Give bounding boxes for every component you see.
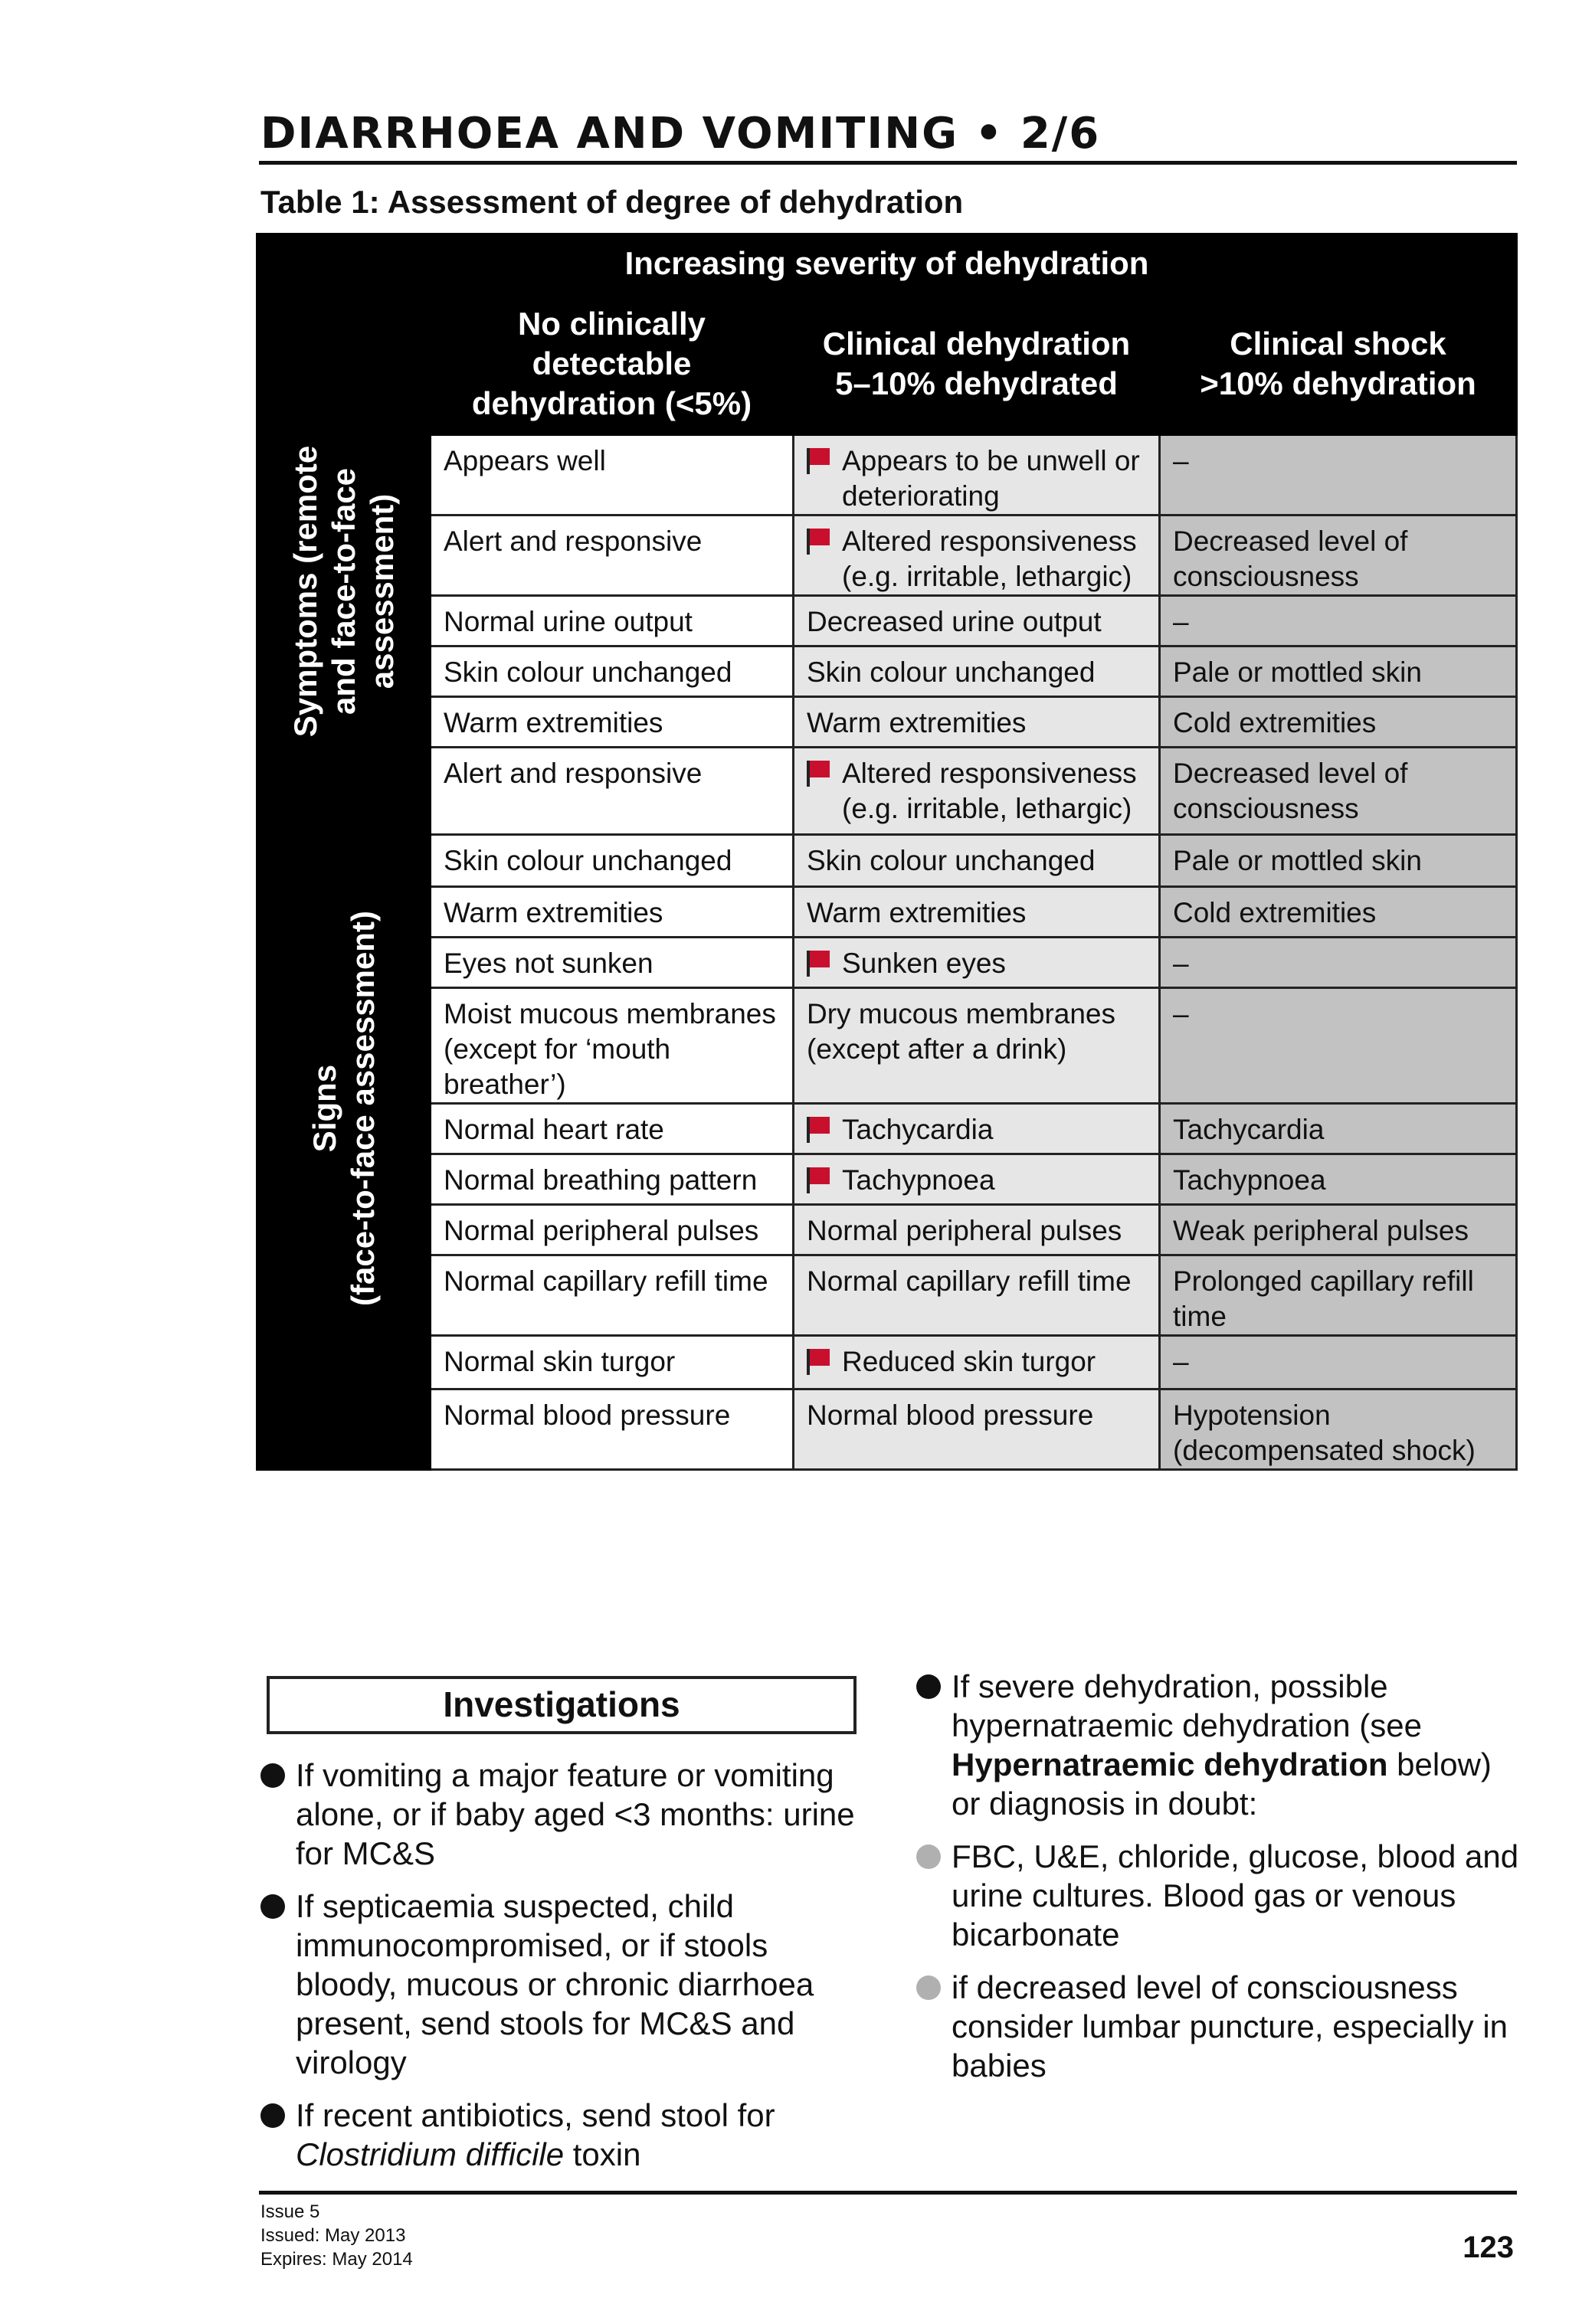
cell-text: Warm extremities (444, 897, 663, 928)
cell-text: Tachypnoea (842, 1164, 995, 1196)
cell-text: Normal capillary refill time (444, 1265, 768, 1297)
issued-date: Issued: May 2013 (260, 2225, 406, 2246)
cell-content (431, 748, 792, 791)
cell-text: Alert and responsive (444, 758, 703, 789)
cell-text: Normal breathing pattern (444, 1164, 758, 1196)
cell-text: Skin colour unchanged (444, 845, 732, 876)
row-group-label-line: (face-to-face assessment) (344, 911, 381, 1306)
cell-content (794, 647, 1158, 690)
cell-content (1161, 1155, 1515, 1198)
investigations-right-list (916, 1667, 1522, 2099)
investigations-left-list (260, 1756, 873, 2188)
no-dehydration-cell (431, 748, 794, 835)
table-row (257, 1389, 1517, 1470)
cell-text: – (1173, 445, 1189, 476)
title-rule (259, 161, 1517, 165)
bullet-text: If severe dehydration, possible hypernatraemic dehydration (see (952, 1668, 1423, 1743)
column-header-line: >10% dehydration (1200, 365, 1476, 401)
table-row (257, 1154, 1517, 1205)
clinical-shock-cell (1160, 938, 1517, 988)
cell-text: Warm extremities (444, 707, 663, 738)
bullet-text: below) or diagnosis in doubt: (952, 1746, 1492, 1822)
table-row (257, 1104, 1517, 1154)
cell-text: Skin colour unchanged (807, 656, 1096, 688)
bullet-text: toxin (564, 2136, 641, 2172)
cell-content (1161, 1390, 1515, 1468)
cell-content (431, 1206, 792, 1249)
clinical-shock-cell (1160, 1255, 1517, 1336)
cell-content (431, 1337, 792, 1380)
red-flag-icon (807, 756, 842, 826)
cell-content (794, 597, 1158, 640)
cell-content (794, 1337, 1158, 1383)
cell-text: Altered responsiveness (e.g. irritable, lethargic) (842, 758, 1137, 824)
no-dehydration-cell (431, 1255, 794, 1336)
cell-content (431, 516, 792, 559)
column-header-line: dehydration (<5%) (471, 385, 752, 421)
clinical-dehydration-cell (794, 887, 1160, 938)
table-row (257, 1255, 1517, 1336)
cell-content (431, 647, 792, 690)
clinical-shock-cell (1160, 887, 1517, 938)
no-dehydration-cell (431, 697, 794, 748)
clinical-shock-cell (1160, 516, 1517, 596)
column-header-line: Clinical shock (1230, 326, 1446, 362)
red-flag-icon (807, 1163, 842, 1202)
clinical-shock-cell (1160, 1205, 1517, 1255)
column-header (431, 293, 794, 435)
bullet-italic-text: Clostridium difficile (296, 2136, 565, 2172)
table-row (257, 697, 1517, 748)
cell-content (794, 836, 1158, 879)
column-header-line: 5–10% dehydrated (835, 365, 1118, 401)
clinical-shock-cell (1160, 697, 1517, 748)
bullet-bold-text: Hypernatraemic dehydration (952, 1746, 1388, 1782)
clinical-dehydration-cell (794, 1104, 1160, 1154)
cell-content (1161, 1337, 1515, 1380)
clinical-shock-cell (1160, 646, 1517, 697)
clinical-shock-cell (1160, 1336, 1517, 1389)
cell-content (794, 938, 1158, 985)
table-row (257, 1205, 1517, 1255)
bullet-dot-icon (916, 1844, 941, 1869)
cell-content (1161, 1256, 1515, 1334)
red-flag-icon (807, 444, 842, 514)
clinical-dehydration-cell (794, 1154, 1160, 1205)
red-flag-shape (807, 448, 830, 474)
cell-content (431, 597, 792, 640)
cell-text: Normal capillary refill time (807, 1265, 1132, 1297)
cell-content (794, 748, 1158, 826)
cell-content (1161, 1105, 1515, 1147)
cell-text: Decreased level of consciousness (1173, 525, 1408, 592)
cell-content (794, 1256, 1158, 1299)
cell-text: Normal blood pressure (807, 1399, 1094, 1431)
cell-content (794, 698, 1158, 741)
red-flag-shape (807, 1117, 830, 1143)
cell-text: Tachycardia (1173, 1114, 1325, 1145)
cell-text: Normal peripheral pulses (807, 1215, 1122, 1246)
bullet-dot-icon (260, 1763, 285, 1788)
table-caption: Table 1: Assessment of degree of dehydration (260, 184, 964, 220)
no-dehydration-cell (431, 1104, 794, 1154)
cell-content (1161, 989, 1515, 1032)
clinical-dehydration-cell (794, 835, 1160, 887)
investigations-heading: Investigations (267, 1676, 857, 1734)
no-dehydration-cell (431, 938, 794, 988)
cell-text: Normal urine output (444, 606, 693, 637)
row-group-label (257, 435, 431, 748)
table-row (257, 887, 1517, 938)
row-group-label (257, 748, 431, 1470)
clinical-dehydration-cell (794, 596, 1160, 646)
severity-band-header: Increasing severity of dehydration (257, 234, 1517, 293)
bullet-item (916, 1667, 1522, 1823)
red-flag-icon (807, 1112, 842, 1151)
cell-content (794, 516, 1158, 594)
red-flag-icon (807, 946, 842, 985)
cell-text: Decreased urine output (807, 606, 1102, 637)
cell-content (1161, 1206, 1515, 1249)
clinical-shock-cell (1160, 435, 1517, 516)
table-row (257, 988, 1517, 1104)
no-dehydration-cell (431, 646, 794, 697)
cell-text: – (1173, 1346, 1189, 1377)
column-header-line: Clinical dehydration (822, 326, 1131, 362)
column-header-line: detectable (532, 345, 692, 381)
cell-text: Normal blood pressure (444, 1399, 731, 1431)
column-header (794, 293, 1160, 435)
cell-text: Reduced skin turgor (842, 1346, 1096, 1377)
cell-content (794, 1155, 1158, 1202)
cell-content (1161, 516, 1515, 594)
clinical-shock-cell (1160, 1104, 1517, 1154)
page-number: 123 (1463, 2231, 1514, 2264)
cell-text: – (1173, 606, 1189, 637)
cell-text: Pale or mottled skin (1173, 656, 1422, 688)
red-flag-icon (807, 524, 842, 594)
cell-text: Tachycardia (842, 1114, 994, 1145)
no-dehydration-cell (431, 516, 794, 596)
row-group-label-text (287, 445, 401, 736)
no-dehydration-cell (431, 1336, 794, 1389)
table-row (257, 938, 1517, 988)
clinical-dehydration-cell (794, 748, 1160, 835)
no-dehydration-cell (431, 1205, 794, 1255)
bullet-dot-icon (916, 1674, 941, 1699)
cell-content (1161, 836, 1515, 879)
no-dehydration-cell (431, 1389, 794, 1470)
cell-content (794, 888, 1158, 931)
row-group-label-text (306, 911, 382, 1306)
bullet-text: if decreased level of consciousness consider lumbar puncture, especially in babies (952, 1969, 1508, 2083)
table-row (257, 748, 1517, 835)
page-title: DIARRHOEA AND VOMITING • 2/6 (260, 109, 1101, 159)
cell-text: Hypotension (decompensated shock) (1173, 1399, 1476, 1466)
cell-content (431, 1105, 792, 1147)
table-row (257, 596, 1517, 646)
red-flag-icon (807, 1344, 842, 1383)
clinical-shock-cell (1160, 1389, 1517, 1470)
cell-content (431, 436, 792, 479)
cell-content (1161, 647, 1515, 690)
bullet-item (260, 1887, 873, 2082)
clinical-dehydration-cell (794, 435, 1160, 516)
cell-text: Skin colour unchanged (444, 656, 732, 688)
cell-content (1161, 748, 1515, 826)
clinical-shock-cell (1160, 1154, 1517, 1205)
row-group-label-line: Symptoms (remote (287, 445, 323, 737)
cell-text: Tachypnoea (1173, 1164, 1326, 1196)
cell-text: Appears well (444, 445, 606, 476)
cell-text: Normal heart rate (444, 1114, 664, 1145)
cell-text: Cold extremities (1173, 707, 1377, 738)
cell-content (794, 1105, 1158, 1151)
clinical-dehydration-cell (794, 988, 1160, 1104)
no-dehydration-cell (431, 887, 794, 938)
bullet-dot-icon (260, 2103, 285, 2128)
cell-content (431, 938, 792, 981)
cell-content (794, 436, 1158, 514)
column-header-line: No clinically (517, 306, 706, 342)
cell-text: Decreased level of consciousness (1173, 758, 1408, 824)
cell-content (794, 1206, 1158, 1249)
clinical-shock-cell (1160, 748, 1517, 835)
cell-text: Normal peripheral pulses (444, 1215, 759, 1246)
cell-content (1161, 597, 1515, 640)
cell-text: Dry mucous membranes (except after a drink) (807, 998, 1116, 1065)
bullet-dot-icon (260, 1894, 285, 1919)
no-dehydration-cell (431, 835, 794, 887)
column-header (1160, 293, 1517, 435)
dehydration-table (256, 233, 1518, 1471)
red-flag-shape (807, 951, 830, 977)
table-row (257, 835, 1517, 887)
cell-text: Sunken eyes (842, 948, 1006, 979)
clinical-shock-cell (1160, 596, 1517, 646)
bullet-text: If septicaemia suspected, child immunocompromised, or if stools bloody, mucous or chronic diarrhoea present, send stools for MC&S and virology (296, 1888, 814, 2080)
clinical-dehydration-cell (794, 1255, 1160, 1336)
cell-text: Appears to be unwell or deteriorating (842, 445, 1140, 512)
bullet-item (916, 1968, 1522, 2085)
cell-text: Normal skin turgor (444, 1346, 676, 1377)
issue-number: Issue 5 (260, 2201, 320, 2222)
clinical-dehydration-cell (794, 1205, 1160, 1255)
cell-content (431, 1390, 792, 1433)
bullet-item (916, 1837, 1522, 1954)
cell-content (794, 989, 1158, 1067)
bullet-text: If vomiting a major feature or vomiting alone, or if baby aged <3 months: urine for MC&S (296, 1757, 855, 1871)
expiry-date: Expires: May 2014 (260, 2249, 413, 2270)
cell-content (431, 836, 792, 879)
cell-content (1161, 888, 1515, 931)
red-flag-shape (807, 1167, 830, 1193)
footer-meta (260, 2200, 413, 2271)
clinical-dehydration-cell (794, 516, 1160, 596)
corner-cell (257, 293, 431, 435)
cell-text: Weak peripheral pulses (1173, 1215, 1469, 1246)
table-row (257, 646, 1517, 697)
cell-content (431, 989, 792, 1102)
red-flag-shape (807, 1349, 830, 1375)
cell-text: – (1173, 998, 1189, 1029)
footer-rule (259, 2191, 1517, 2195)
bullet-dot-icon (916, 1975, 941, 2000)
red-flag-shape (807, 529, 830, 555)
table-row (257, 435, 1517, 516)
cell-text: Warm extremities (807, 897, 1027, 928)
cell-text: Skin colour unchanged (807, 845, 1096, 876)
row-group-label-line: assessment) (363, 493, 400, 689)
cell-text: Pale or mottled skin (1173, 845, 1422, 876)
bullet-text: If recent antibiotics, send stool for (296, 2097, 775, 2133)
clinical-dehydration-cell (794, 697, 1160, 748)
cell-content (1161, 938, 1515, 981)
clinical-shock-cell (1160, 988, 1517, 1104)
bullet-item (260, 1756, 873, 1873)
cell-text: Moist mucous membranes (except for ‘mouth breather’) (444, 998, 776, 1100)
cell-content (794, 1390, 1158, 1433)
red-flag-shape (807, 761, 830, 787)
cell-text: Cold extremities (1173, 897, 1377, 928)
row-group-label-line: Signs (306, 1064, 342, 1153)
cell-text: Warm extremities (807, 707, 1027, 738)
clinical-dehydration-cell (794, 1336, 1160, 1389)
clinical-dehydration-cell (794, 646, 1160, 697)
cell-text: Altered responsiveness (e.g. irritable, lethargic) (842, 525, 1137, 592)
table-row (257, 516, 1517, 596)
no-dehydration-cell (431, 988, 794, 1104)
cell-content (431, 1155, 792, 1198)
cell-text: Prolonged capillary refill time (1173, 1265, 1474, 1332)
no-dehydration-cell (431, 435, 794, 516)
cell-text: Eyes not sunken (444, 948, 653, 979)
clinical-dehydration-cell (794, 1389, 1160, 1470)
clinical-dehydration-cell (794, 938, 1160, 988)
cell-text: – (1173, 948, 1189, 979)
cell-content (431, 888, 792, 931)
clinical-shock-cell (1160, 835, 1517, 887)
no-dehydration-cell (431, 1154, 794, 1205)
cell-text: Alert and responsive (444, 525, 703, 557)
bullet-item (260, 2096, 873, 2174)
cell-content (1161, 436, 1515, 479)
row-group-label-line: and face-to-face (325, 467, 362, 715)
no-dehydration-cell (431, 596, 794, 646)
cell-content (1161, 698, 1515, 741)
bullet-text: FBC, U&E, chloride, glucose, blood and urine cultures. Blood gas or venous bicarbonate (952, 1838, 1519, 1952)
table-row (257, 1336, 1517, 1389)
cell-content (431, 1256, 792, 1299)
cell-content (431, 698, 792, 741)
